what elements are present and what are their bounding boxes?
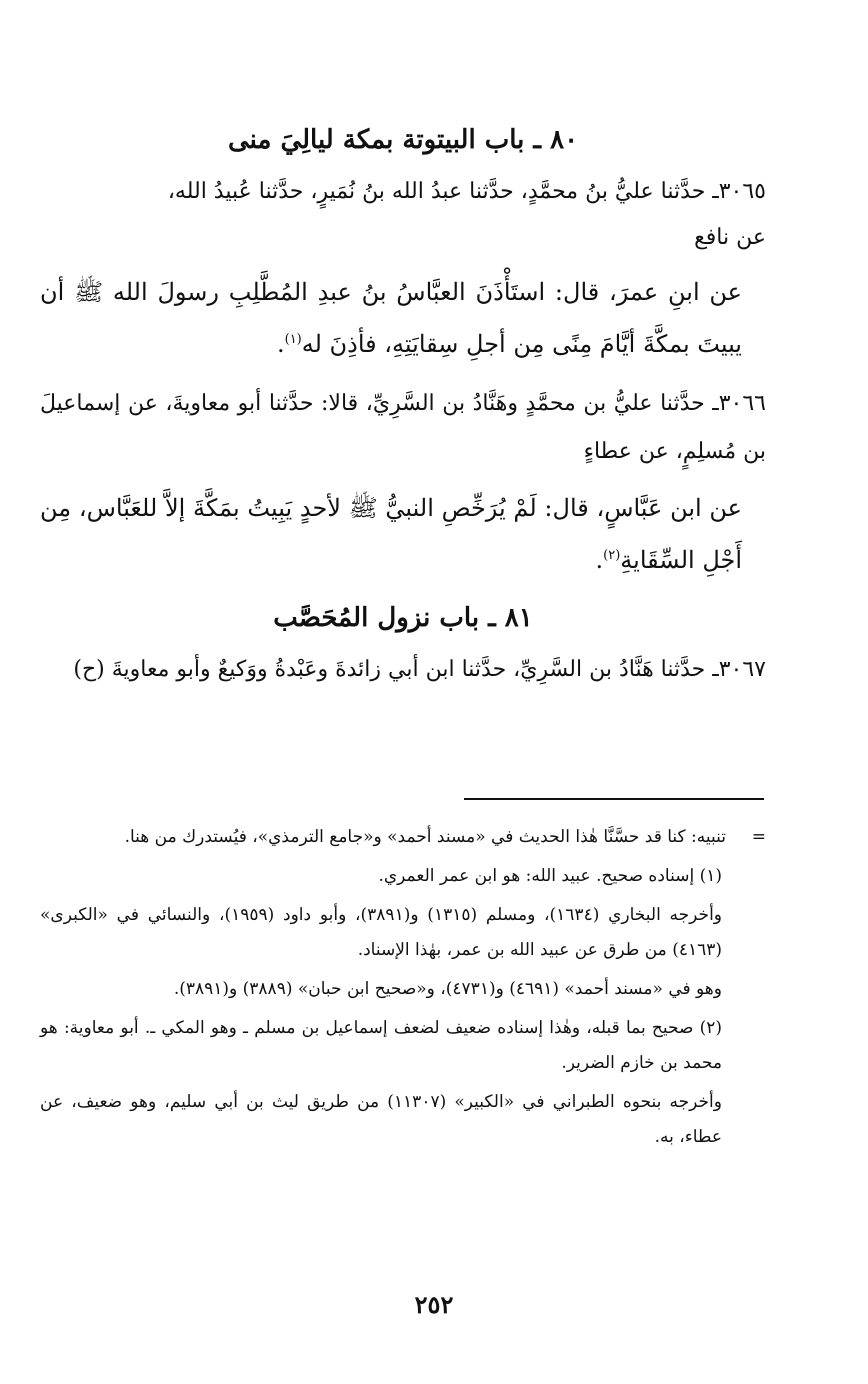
hadith-3065-matn-text: عن ابنِ عمرَ، قال: استَأْذَنَ العبَّاسُ بنُ عبدِ المُطَّلِبِ رسولَ الله ﷺ أن يبيتَ بمكَّةَ أيَّامَ مِنًى مِن أجلِ سِقايَتِهِ، فأذِنَ له: [40, 278, 742, 358]
hadith-3067-isnad: ٣٠٦٧ـ حدَّثنا هَنَّادُ بن السَّرِيِّ، حدَّثنا ابن أبي زائدةَ وعَبْدةُ ووَكيعٌ وأبو معاويةَ (ح): [73, 657, 766, 682]
chapter-81-title: ٨١ ـ باب نزول المُحَصَّب: [273, 603, 533, 633]
page-number: ٢٥٢: [414, 1290, 454, 1319]
hadith-3065-matn-end: .: [276, 330, 285, 358]
footnote-ref-2: (٢): [603, 548, 621, 563]
hadith-3066-matn: [40, 482, 766, 586]
footnote-1-a: (١) إسناده صحيح. عبيد الله: هو ابن عمر العمري.: [378, 866, 722, 886]
footnote-continuation: [40, 820, 766, 855]
footnote-2-a: (٢) صحيح بما قبله، وهٰذا إسناده ضعيف لضعف إسماعيل بن مسلم ـ وهو المكي ـ. أبو معاوية: هو محمد بن خازم الضرير.: [40, 1018, 722, 1073]
hadith-3066-isnad: ٣٠٦٦ـ حدَّثنا عليُّ بن محمَّدٍ وهَنَّادُ بن السَّرِيِّ، قالا: حدَّثنا أبو معاويةَ، عن إسماعيلَ بن مُسلِمٍ، عن عطاءٍ: [40, 391, 766, 464]
footnote-separator: [464, 798, 764, 800]
footnote-continuation-text: تنبيه: كنا قد حسَّنَّا هٰذا الحديث في «مسند أحمد» و«جامع الترمذي»، فيُستدرك من هنا.: [124, 827, 726, 847]
hadith-3066-matn-end: .: [595, 546, 604, 574]
footnotes: [40, 820, 766, 1159]
footnote-1-b: وأخرجه البخاري (١٦٣٤)، ومسلم (١٣١٥) و(٣٨٩١)، وأبو داود (١٩٥٩)، والنسائي في «الكبرى» (٤١٦٣) من طرق عن عبيد الله بن عمر، بهٰذا الإسناد.: [40, 905, 722, 960]
footnote-ref-1: (١): [284, 332, 302, 347]
hadith-3065-isnad: ٣٠٦٥ـ حدَّثنا عليُّ بنُ محمَّدٍ، حدَّثنا عبدُ الله بنُ نُمَيرٍ، حدَّثنا عُبيدُ الله،: [167, 179, 766, 204]
hadith-3066-matn-text: عن ابن عَبَّاسٍ، قال: لَمْ يُرَخِّصِ النبيُّ ﷺ لأحدٍ يَبِيتُ بمَكَّةَ إلاَّ للعَبَّاس، مِن أَجْلِ السِّقَايةِ: [40, 494, 742, 574]
footnote-1-c: وهو في «مسند أحمد» (٤٦٩١) و(٤٧٣١)، و«صحيح ابن حبان» (٣٨٨٩) و(٣٨٩١).: [173, 979, 722, 999]
hadith-3065-isnad-cont: عن نافع: [694, 225, 766, 250]
chapter-80-title: ٨٠ ـ باب البيتوتة بمكة ليالِيَ منى: [227, 125, 579, 155]
continuation-mark: =: [751, 827, 766, 847]
main-text: [40, 118, 766, 700]
hadith-3065-matn: [40, 266, 766, 370]
footnote-2-b: وأخرجه بنحوه الطبراني في «الكبير» (١١٣٠٧) من طريق ليث بن أبي سليم، وهو ضعيف، عن عطاء، به.: [40, 1092, 722, 1147]
